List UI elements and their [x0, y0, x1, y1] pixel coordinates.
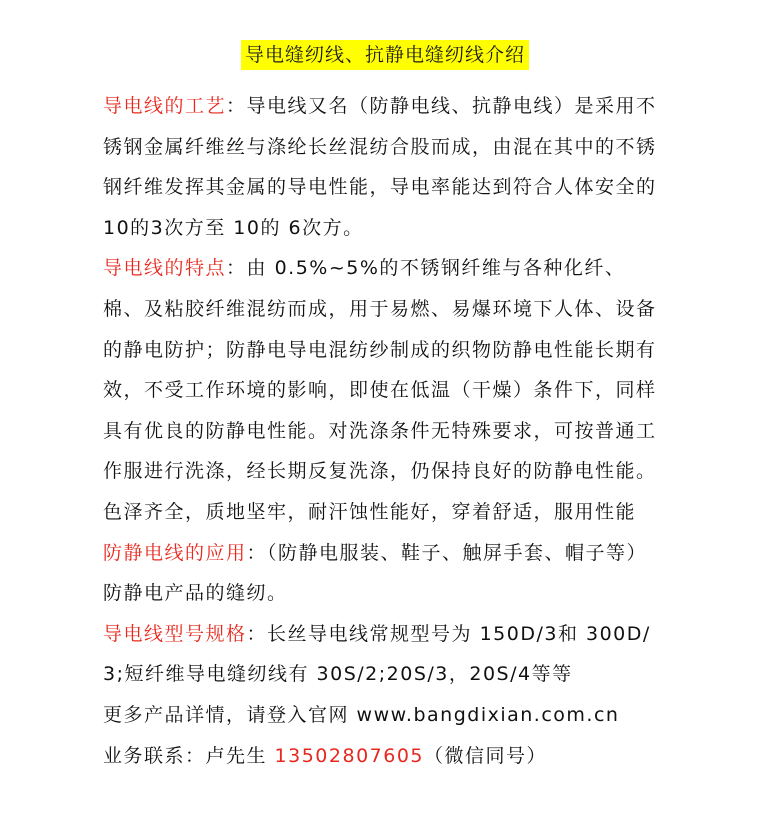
label-features: 导电线的特点	[103, 257, 227, 280]
paragraph-features	[103, 248, 663, 532]
label-separator: ：	[246, 541, 268, 564]
label-separator: ：	[246, 622, 268, 645]
label-separator: ：	[226, 95, 247, 117]
label-specs: 导电线型号规格	[103, 622, 247, 645]
contact-suffix: （微信同号）	[424, 744, 548, 767]
document-body	[103, 86, 663, 776]
document-title: 导电缝纫线、抗静电缝纫线介绍	[241, 40, 529, 70]
label-process: 导电线的工艺	[103, 95, 227, 117]
paragraph-contact	[103, 736, 663, 777]
paragraph-more-info	[103, 695, 663, 736]
more-info-text: 更多产品详情，请登入官网 www.bangdixian.com.cn	[103, 703, 620, 726]
contact-prefix: 业务联系：卢先生	[103, 744, 275, 767]
text-features: 由 0.5%~5%的不锈钢纤维与各种化纤、棉、及粘胶纤维混纺而成，用于易燃、易爆环境下人体、设备的静电防护；防静电导电混纺纱制成的织物防静电性能长期有效，不受工作环境的影响，即使在低温（干燥）条件下，同样具有优良的防静电性能。对洗涤条件无特殊要求，可按普通工作服进行洗涤，经长期反复洗涤，仍保持良好的防静电性能。色泽齐全，质地坚牢，耐汗蚀性能好，穿着舒适，服用性能	[103, 257, 657, 523]
text-process: 导电线又名（防静电线、抗静电线）是采用不锈钢金属纤维丝与涤纶长丝混纺合股而成，由混在其中的不锈钢纤维发挥其金属的导电性能，导电率能达到符合人体安全的 10的3次方至 10的 6次方。	[103, 95, 657, 239]
paragraph-application	[103, 533, 663, 614]
title-wrapper	[0, 40, 770, 70]
contact-phone: 13502807605	[274, 744, 425, 767]
paragraph-process	[103, 86, 663, 248]
text-application: （防静电服装、鞋子、触屏手套、帽子等）防静电产品的缝纫。	[103, 541, 648, 605]
text-specs: 长丝导电线常规型号为 150D/3和 300D/3;短纤维导电缝纫线有 30S/2;20S/3，20S/4等等	[103, 622, 651, 686]
label-separator: ：	[226, 257, 247, 280]
paragraph-specs	[103, 614, 663, 695]
label-application: 防静电线的应用	[103, 541, 247, 564]
